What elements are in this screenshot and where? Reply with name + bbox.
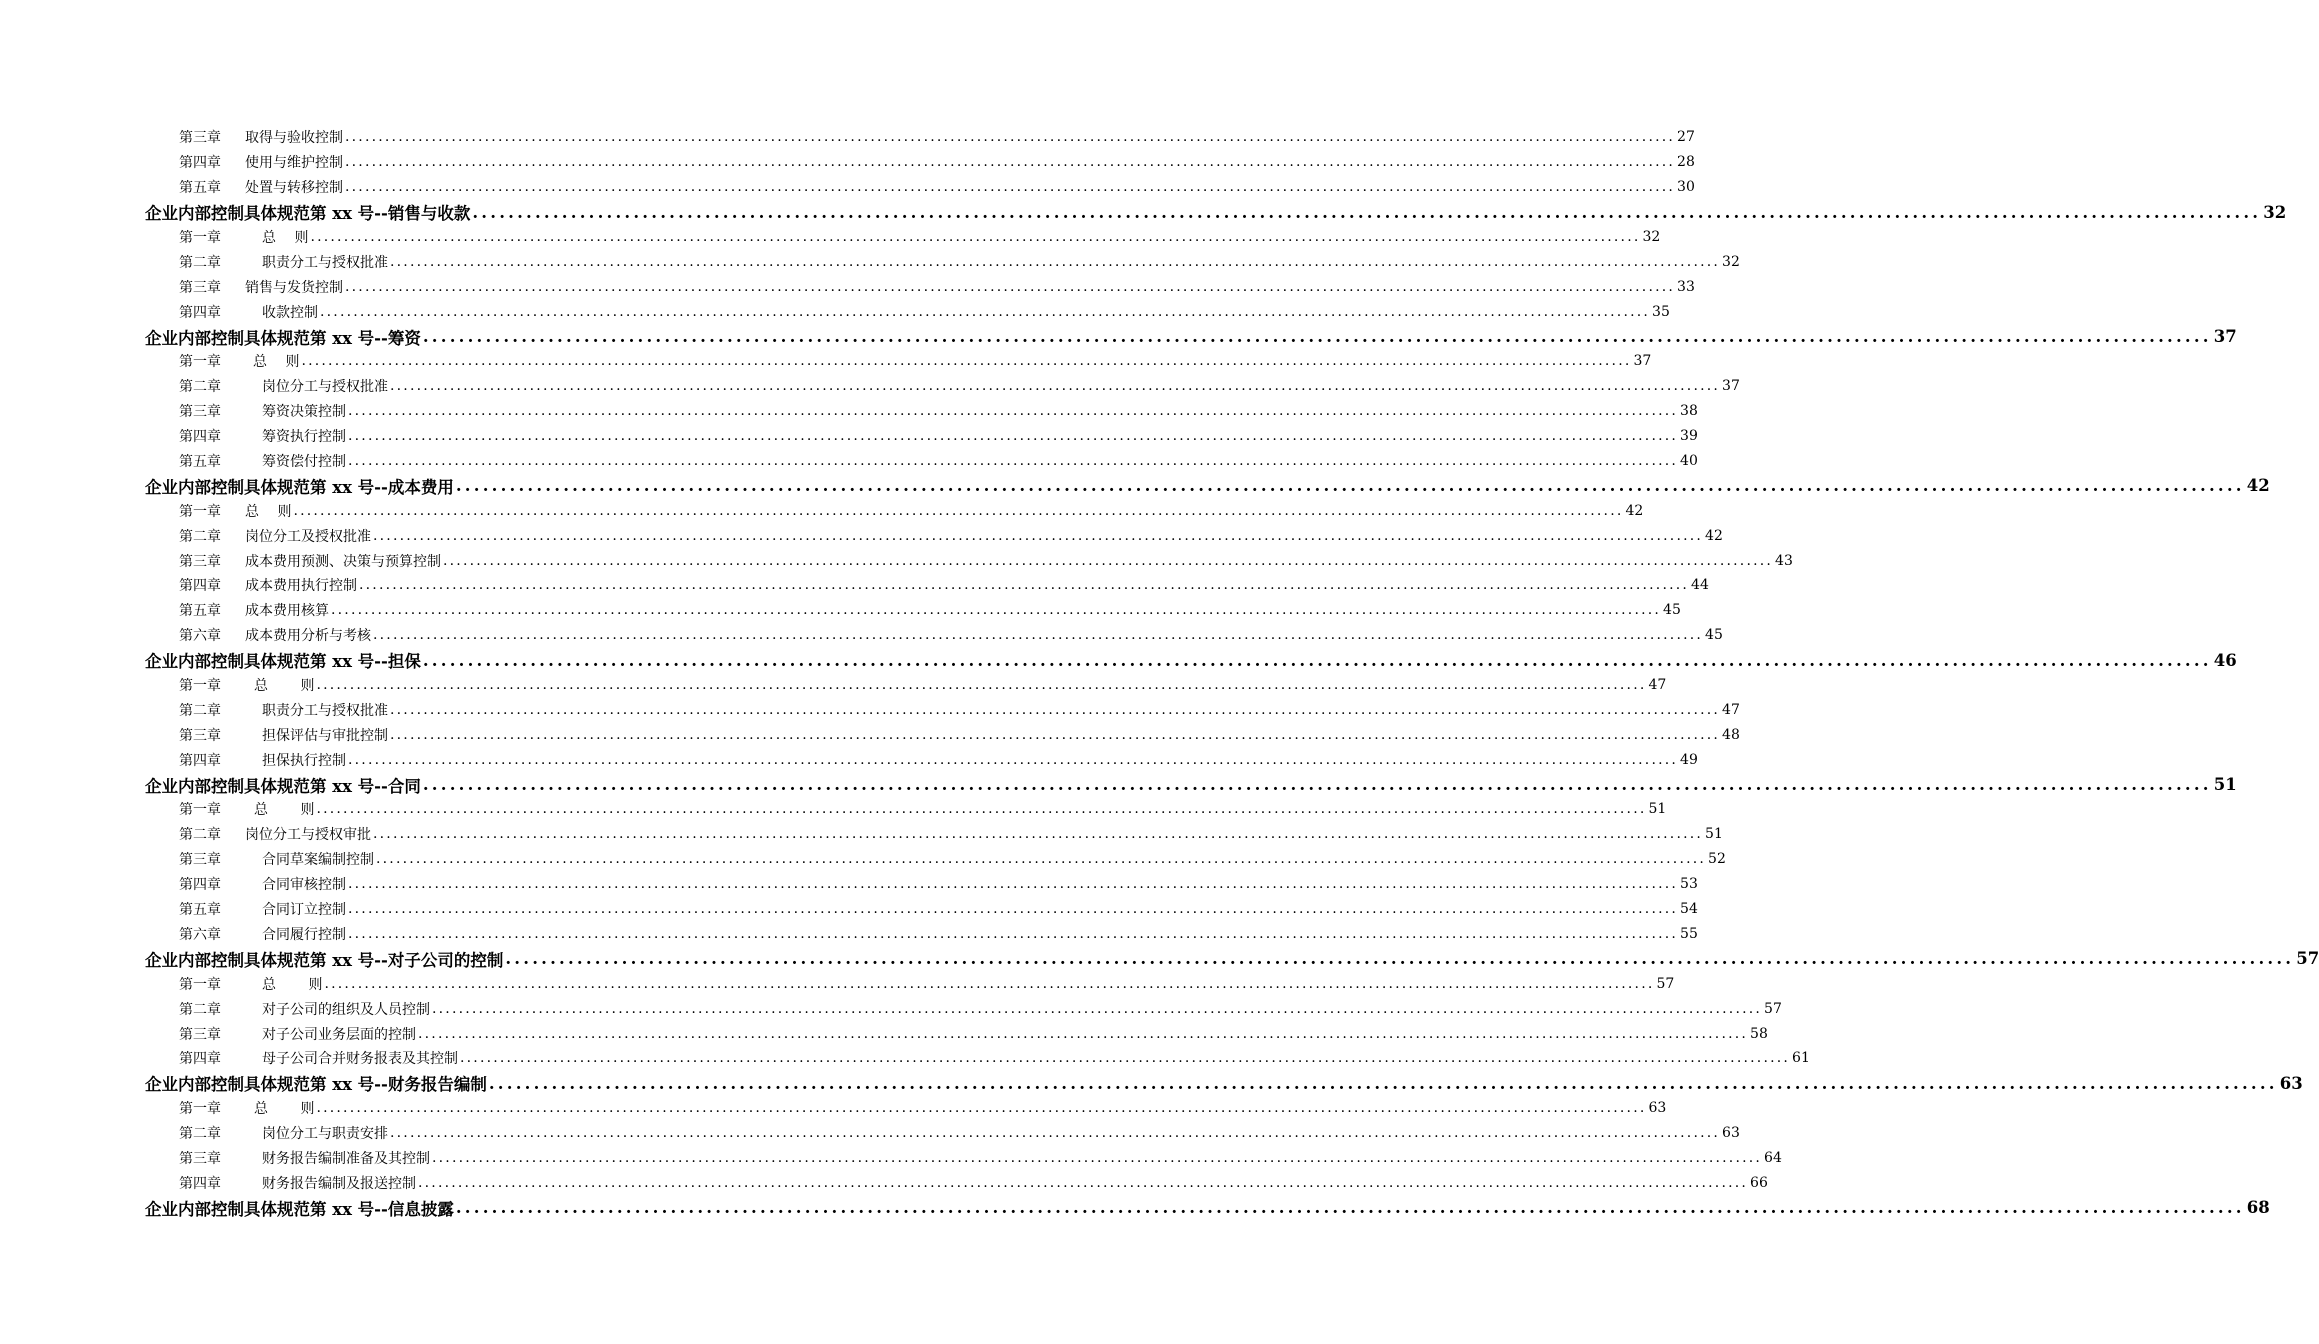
page-number: 32 <box>1722 253 1740 270</box>
toc-section-entry[interactable] <box>145 200 2287 225</box>
chapter-number: 第四章 <box>179 578 221 595</box>
chapter-title: 岗位分工与授权批准 <box>262 379 388 396</box>
chapter-title: 岗位分工与职责安排 <box>262 1126 388 1143</box>
page-number: 27 <box>1677 129 1695 146</box>
chapter-title: 合同订立控制 <box>262 902 346 919</box>
chapter-number: 第六章 <box>179 926 221 943</box>
chapter-number: 第三章 <box>179 727 221 744</box>
chapter-title: 职责分工与授权批准 <box>262 702 388 719</box>
chapter-title: 成本费用预测、决策与预算控制 <box>245 553 441 570</box>
page-number: 51 <box>1648 801 1667 818</box>
chapter-number: 第四章 <box>179 429 221 446</box>
page-number: 48 <box>1722 726 1740 743</box>
toc-section-entry[interactable] <box>145 772 2237 797</box>
page-number: 45 <box>1663 602 1681 619</box>
page-number: 38 <box>1680 403 1698 420</box>
chapter-number: 第一章 <box>179 230 221 246</box>
page-number: 44 <box>1691 577 1709 594</box>
chapter-number: 第三章 <box>179 1026 221 1043</box>
dot-leader: ........................................................................................................................................................................................................ <box>293 502 1624 519</box>
chapter-number: 第二章 <box>179 1001 221 1018</box>
chapter-title: 担保评估与审批控制 <box>262 727 388 744</box>
chapter-title: 合同草案编制控制 <box>262 852 374 869</box>
dot-leader: ........................................................................................................................................................................................................ <box>301 353 1632 370</box>
page-number: 63 <box>1648 1100 1667 1117</box>
chapter-number: 第四章 <box>179 752 221 769</box>
toc-chapter-entry[interactable] <box>179 872 1698 897</box>
toc-chapter-entry[interactable] <box>179 747 1698 772</box>
page-number: 51 <box>1705 826 1723 843</box>
chapter-number: 第六章 <box>179 628 221 645</box>
page-number: 57 <box>2296 949 2319 969</box>
dot-leader: ........................................................................................................................................................................................................ <box>418 1174 1749 1191</box>
toc-chapter-entry[interactable] <box>179 1021 1768 1046</box>
dot-leader: ........................................................................................................................................................................................................ <box>488 1073 2278 1093</box>
chapter-number: 第一章 <box>179 802 221 819</box>
page-number: 32 <box>2263 202 2287 222</box>
chapter-number: 第一章 <box>179 976 221 993</box>
dot-leader: ........................................................................................................................................................................................................ <box>422 650 2212 670</box>
chapter-number: 第四章 <box>179 877 221 894</box>
chapter-number: 第五章 <box>179 902 221 919</box>
chapter-title: 总 则 <box>262 976 323 993</box>
dot-leader: ........................................................................................................................................................................................................ <box>316 1100 1647 1117</box>
dot-leader: ........................................................................................................................................................................................................ <box>345 278 1676 295</box>
dot-leader: ........................................................................................................................................................................................................ <box>348 925 1679 942</box>
chapter-number: 第三章 <box>179 404 221 421</box>
page-number: 57 <box>1656 975 1675 992</box>
chapter-number: 第三章 <box>179 1150 221 1167</box>
dot-leader: ........................................................................................................................................................................................................ <box>359 577 1690 594</box>
dot-leader: ........................................................................................................................................................................................................ <box>422 775 2212 795</box>
chapter-title: 筹资执行控制 <box>262 429 346 446</box>
dot-leader: ........................................................................................................................................................................................................ <box>331 602 1662 619</box>
chapter-number: 第一章 <box>179 354 221 371</box>
chapter-number: 第二章 <box>179 528 221 545</box>
chapter-title: 处置与转移控制 <box>245 180 343 197</box>
toc-section-entry[interactable] <box>145 324 2237 349</box>
page-number: 68 <box>2246 1198 2270 1218</box>
section-title: 企业内部控制具体规范第 xx 号--财务报告编制 <box>145 1075 487 1095</box>
page-number: 47 <box>1722 701 1740 718</box>
toc-chapter-entry[interactable] <box>179 249 1740 274</box>
toc-section-entry[interactable] <box>145 1195 2270 1220</box>
page-number: 57 <box>1764 1000 1782 1017</box>
toc-chapter-entry[interactable] <box>179 125 1695 150</box>
dot-leader: ........................................................................................................................................................................................................ <box>422 327 2212 347</box>
chapter-title: 对子公司的组织及人员控制 <box>262 1001 430 1018</box>
chapter-title: 使用与维护控制 <box>245 155 343 172</box>
chapter-title: 筹资决策控制 <box>262 404 346 421</box>
chapter-title: 总 则 <box>262 230 309 246</box>
page-number: 42 <box>1625 502 1644 519</box>
section-title: 企业内部控制具体规范第 xx 号--担保 <box>145 652 421 672</box>
chapter-number: 第三章 <box>179 130 221 147</box>
toc-chapter-entry[interactable] <box>179 1046 1810 1071</box>
chapter-number: 第一章 <box>179 678 221 695</box>
page-number: 37 <box>1633 353 1652 370</box>
chapter-title: 总 则 <box>254 1101 315 1118</box>
chapter-title: 职责分工与授权批准 <box>262 254 388 271</box>
section-title: 企业内部控制具体规范第 xx 号--合同 <box>145 776 421 796</box>
dot-leader: ........................................................................................................................................................................................................ <box>460 1050 1791 1067</box>
toc-chapter-entry[interactable] <box>179 573 1709 598</box>
chapter-title: 财务报告编制准备及其控制 <box>262 1150 430 1167</box>
page-number: 28 <box>1677 154 1695 171</box>
chapter-number: 第四章 <box>179 1051 221 1068</box>
dot-leader: ........................................................................................................................................................................................................ <box>390 726 1721 743</box>
page-number: 51 <box>2213 775 2237 795</box>
page-number: 32 <box>1642 229 1661 245</box>
chapter-title: 财务报告编制及报送控制 <box>262 1175 416 1192</box>
dot-leader: ........................................................................................................................................................................................................ <box>443 552 1774 569</box>
dot-leader: ........................................................................................................................................................................................................ <box>455 1198 2245 1218</box>
dot-leader: ........................................................................................................................................................................................................ <box>316 677 1647 694</box>
chapter-number: 第四章 <box>179 1175 221 1192</box>
toc-chapter-entry[interactable] <box>179 424 1698 449</box>
toc-chapter-entry[interactable] <box>179 922 1698 947</box>
page-number: 45 <box>1705 627 1723 644</box>
chapter-title: 岗位分工及授权批准 <box>245 528 371 545</box>
page-number: 64 <box>1764 1149 1782 1166</box>
toc-chapter-entry[interactable] <box>179 374 1740 399</box>
toc-chapter-entry[interactable] <box>179 623 1723 648</box>
chapter-number: 第五章 <box>179 454 221 471</box>
page-number: 33 <box>1677 278 1695 295</box>
chapter-number: 第二章 <box>179 1126 221 1143</box>
chapter-number: 第二章 <box>179 702 221 719</box>
toc-chapter-entry[interactable] <box>179 349 1652 374</box>
toc-section-entry[interactable] <box>145 1071 2303 1096</box>
page-number: 43 <box>1775 552 1793 569</box>
page-number: 63 <box>2279 1073 2303 1093</box>
toc-chapter-entry[interactable] <box>179 399 1698 424</box>
chapter-number: 第三章 <box>179 852 221 869</box>
page-number: 40 <box>1680 453 1698 470</box>
chapter-title: 总 则 <box>254 678 315 695</box>
page-number: 46 <box>2213 650 2237 670</box>
chapter-title: 合同履行控制 <box>262 926 346 943</box>
chapter-title: 对子公司业务层面的控制 <box>262 1026 416 1043</box>
dot-leader: ........................................................................................................................................................................................................ <box>345 154 1676 171</box>
dot-leader: ........................................................................................................................................................................................................ <box>418 1025 1749 1042</box>
page-number: 42 <box>2246 476 2270 496</box>
toc-section-entry[interactable] <box>145 648 2237 673</box>
chapter-number: 第三章 <box>179 553 221 570</box>
toc-chapter-entry[interactable] <box>179 1121 1740 1146</box>
toc-chapter-entry[interactable] <box>179 175 1695 200</box>
page-number: 63 <box>1722 1125 1740 1142</box>
toc-chapter-entry[interactable] <box>179 822 1723 847</box>
dot-leader: ........................................................................................................................................................................................................ <box>316 801 1647 818</box>
section-title: 企业内部控制具体规范第 xx 号--成本费用 <box>145 477 454 497</box>
toc-chapter-entry[interactable] <box>179 996 1782 1021</box>
dot-leader: ........................................................................................................................................................................................................ <box>432 1149 1763 1166</box>
chapter-number: 第四章 <box>179 304 221 321</box>
page-number: 53 <box>1680 876 1698 893</box>
dot-leader: ........................................................................................................................................................................................................ <box>390 378 1721 395</box>
toc-section-entry[interactable] <box>145 473 2270 498</box>
dot-leader: ........................................................................................................................................................................................................ <box>390 253 1721 270</box>
chapter-title: 总 则 <box>245 503 292 520</box>
section-title: 企业内部控制具体规范第 xx 号--筹资 <box>145 328 421 348</box>
page-number: 58 <box>1750 1025 1768 1042</box>
page-number: 35 <box>1652 303 1670 320</box>
toc-chapter-entry[interactable] <box>179 971 1675 996</box>
page-number: 39 <box>1680 428 1698 445</box>
dot-leader: ........................................................................................................................................................................................................ <box>373 627 1704 644</box>
chapter-number: 第二章 <box>179 827 221 844</box>
page-number: 37 <box>1722 378 1740 395</box>
toc-chapter-entry[interactable] <box>179 697 1740 722</box>
chapter-number: 第五章 <box>179 603 221 620</box>
toc-chapter-entry[interactable] <box>179 548 1793 573</box>
chapter-title: 取得与验收控制 <box>245 130 343 147</box>
chapter-title: 成本费用执行控制 <box>245 578 357 595</box>
chapter-title: 收款控制 <box>262 304 318 321</box>
chapter-number: 第五章 <box>179 180 221 197</box>
page-number: 52 <box>1708 851 1726 868</box>
toc-chapter-entry[interactable] <box>179 1170 1768 1195</box>
chapter-number: 第二章 <box>179 379 221 396</box>
toc-chapter-entry[interactable] <box>179 150 1695 175</box>
dot-leader: ........................................................................................................................................................................................................ <box>472 202 2262 222</box>
page-number: 66 <box>1750 1174 1768 1191</box>
chapter-title: 筹资偿付控制 <box>262 454 346 471</box>
toc-chapter-entry[interactable] <box>179 598 1681 623</box>
page-number: 54 <box>1680 901 1698 918</box>
dot-leader: ........................................................................................................................................................................................................ <box>345 129 1676 146</box>
section-title: 企业内部控制具体规范第 xx 号--销售与收款 <box>145 204 471 224</box>
dot-leader: ........................................................................................................................................................................................................ <box>348 403 1679 420</box>
dot-leader: ........................................................................................................................................................................................................ <box>348 428 1679 445</box>
toc-chapter-entry[interactable] <box>179 722 1740 747</box>
toc-chapter-entry[interactable] <box>179 897 1698 922</box>
chapter-title: 总 则 <box>254 802 315 819</box>
dot-leader: ........................................................................................................................................................................................................ <box>505 949 2295 969</box>
dot-leader: ........................................................................................................................................................................................................ <box>376 851 1707 868</box>
chapter-number: 第三章 <box>179 279 221 296</box>
toc-chapter-entry[interactable] <box>179 274 1695 299</box>
toc-chapter-entry[interactable] <box>179 523 1723 548</box>
dot-leader: ........................................................................................................................................................................................................ <box>373 527 1704 544</box>
page-number: 47 <box>1648 677 1667 694</box>
toc-chapter-entry[interactable] <box>179 1146 1782 1171</box>
dot-leader: ........................................................................................................................................................................................................ <box>455 476 2245 496</box>
dot-leader: ........................................................................................................................................................................................................ <box>320 303 1651 320</box>
chapter-title: 总 则 <box>253 354 300 371</box>
chapter-number: 第一章 <box>179 1101 221 1118</box>
page-number: 61 <box>1792 1050 1810 1067</box>
chapter-number: 第四章 <box>179 155 221 172</box>
dot-leader: ........................................................................................................................................................................................................ <box>310 229 1641 245</box>
table-of-contents <box>0 125 2319 1220</box>
chapter-number: 第二章 <box>179 254 221 271</box>
dot-leader: ........................................................................................................................................................................................................ <box>324 975 1655 992</box>
chapter-title: 成本费用核算 <box>245 603 329 620</box>
toc-chapter-entry[interactable] <box>179 1096 1667 1121</box>
chapter-title: 母子公司合并财务报表及其控制 <box>262 1051 458 1068</box>
dot-leader: ........................................................................................................................................................................................................ <box>373 826 1704 843</box>
dot-leader: ........................................................................................................................................................................................................ <box>390 701 1721 718</box>
toc-chapter-entry[interactable] <box>179 847 1726 872</box>
page-number: 37 <box>2213 327 2237 347</box>
section-title: 企业内部控制具体规范第 xx 号--信息披露 <box>145 1199 454 1219</box>
dot-leader: ........................................................................................................................................................................................................ <box>348 453 1679 470</box>
page-number: 42 <box>1705 527 1723 544</box>
section-title: 企业内部控制具体规范第 xx 号--对子公司的控制 <box>145 950 504 970</box>
dot-leader: ........................................................................................................................................................................................................ <box>348 901 1679 918</box>
dot-leader: ........................................................................................................................................................................................................ <box>390 1125 1721 1142</box>
chapter-title: 成本费用分析与考核 <box>245 628 371 645</box>
toc-chapter-entry[interactable] <box>179 299 1670 324</box>
dot-leader: ........................................................................................................................................................................................................ <box>348 751 1679 768</box>
page-number: 55 <box>1680 925 1698 942</box>
toc-chapter-entry[interactable] <box>179 673 1667 698</box>
chapter-title: 岗位分工与授权审批 <box>245 827 371 844</box>
toc-chapter-entry[interactable] <box>179 498 1644 523</box>
page-number: 49 <box>1680 751 1698 768</box>
toc-chapter-entry[interactable] <box>179 797 1667 822</box>
chapter-title: 销售与发货控制 <box>245 279 343 296</box>
chapter-title: 合同审核控制 <box>262 877 346 894</box>
toc-section-entry[interactable] <box>145 946 2319 971</box>
dot-leader: ........................................................................................................................................................................................................ <box>345 179 1676 196</box>
page-number: 30 <box>1677 179 1695 196</box>
toc-chapter-entry[interactable] <box>179 449 1698 474</box>
chapter-number: 第一章 <box>179 503 221 520</box>
dot-leader: ........................................................................................................................................................................................................ <box>348 876 1679 893</box>
chapter-title: 担保执行控制 <box>262 752 346 769</box>
toc-chapter-entry[interactable] <box>179 225 1661 250</box>
dot-leader: ........................................................................................................................................................................................................ <box>432 1000 1763 1017</box>
